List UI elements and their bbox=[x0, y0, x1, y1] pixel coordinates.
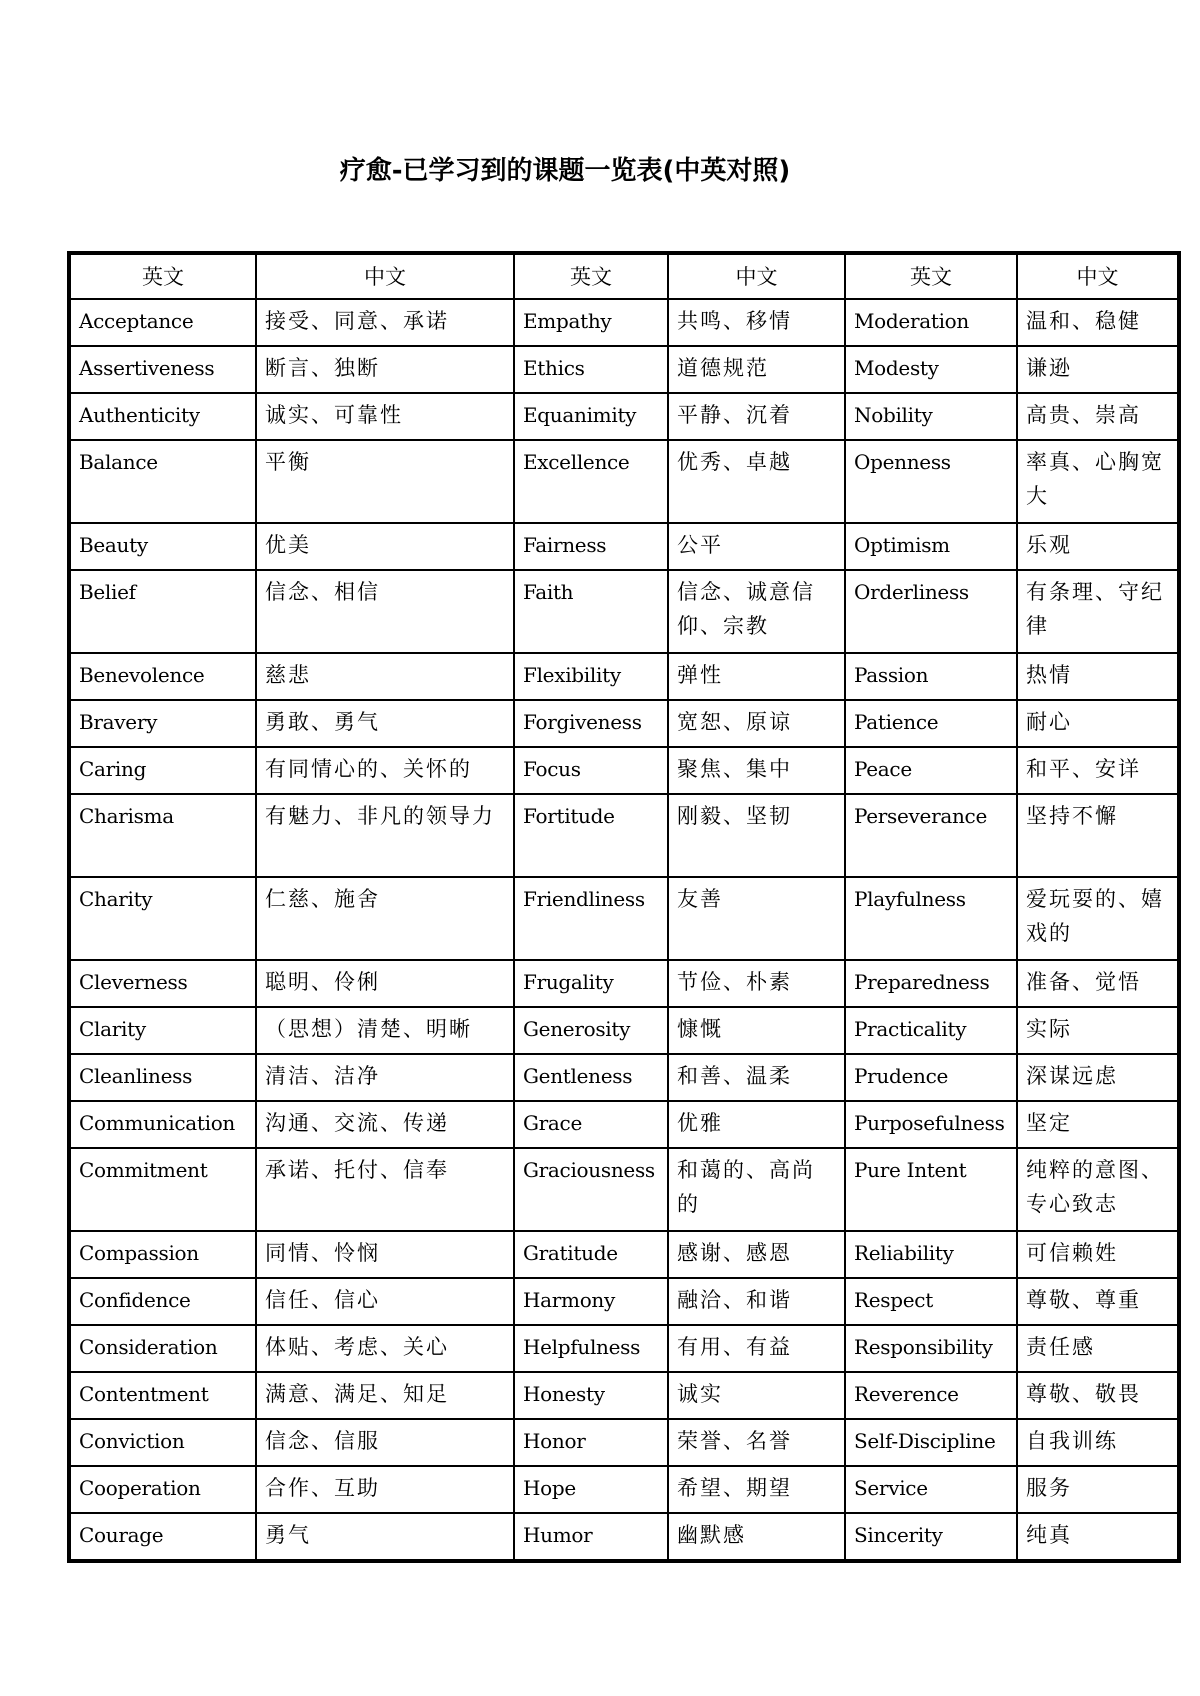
chinese-term-cell: 优美 bbox=[256, 523, 514, 570]
english-term-cell: Self-Discipline bbox=[845, 1419, 1017, 1466]
english-term-cell: Peace bbox=[845, 747, 1017, 794]
english-term-cell: Compassion bbox=[69, 1231, 256, 1278]
english-term-cell: Conviction bbox=[69, 1419, 256, 1466]
table-body bbox=[69, 299, 1179, 1561]
english-term-cell: Beauty bbox=[69, 523, 256, 570]
table-row bbox=[69, 1007, 1179, 1054]
english-term-cell: Fairness bbox=[514, 523, 668, 570]
chinese-term-cell: 率真、心胸宽大 bbox=[1017, 440, 1179, 523]
english-term-cell: Graciousness bbox=[514, 1148, 668, 1231]
chinese-term-cell: 准备、觉悟 bbox=[1017, 960, 1179, 1007]
chinese-term-cell: 希望、期望 bbox=[668, 1466, 845, 1513]
english-term-cell: Helpfulness bbox=[514, 1325, 668, 1372]
chinese-term-cell: 公平 bbox=[668, 523, 845, 570]
english-term-cell: Optimism bbox=[845, 523, 1017, 570]
english-term-cell: Balance bbox=[69, 440, 256, 523]
page-title: 疗愈-已学习到的课题一览表(中英对照) bbox=[339, 156, 791, 186]
english-term-cell: Harmony bbox=[514, 1278, 668, 1325]
chinese-term-cell: 自我训练 bbox=[1017, 1419, 1179, 1466]
chinese-term-cell: 服务 bbox=[1017, 1466, 1179, 1513]
chinese-term-cell: 友善 bbox=[668, 877, 845, 960]
english-term-cell: Frugality bbox=[514, 960, 668, 1007]
english-term-cell: Playfulness bbox=[845, 877, 1017, 960]
english-term-cell: Reliability bbox=[845, 1231, 1017, 1278]
english-term-cell: Charity bbox=[69, 877, 256, 960]
chinese-term-cell: 诚实 bbox=[668, 1372, 845, 1419]
chinese-term-cell: 宽恕、原谅 bbox=[668, 700, 845, 747]
chinese-term-cell: 和蔼的、高尚的 bbox=[668, 1148, 845, 1231]
chinese-term-cell: 责任感 bbox=[1017, 1325, 1179, 1372]
english-term-cell: Orderliness bbox=[845, 570, 1017, 653]
english-term-cell: Assertiveness bbox=[69, 346, 256, 393]
english-term-cell: Honesty bbox=[514, 1372, 668, 1419]
chinese-term-cell: 信任、信心 bbox=[256, 1278, 514, 1325]
chinese-term-cell: 诚实、可靠性 bbox=[256, 393, 514, 440]
chinese-term-cell: 信念、信服 bbox=[256, 1419, 514, 1466]
table-row bbox=[69, 653, 1179, 700]
chinese-term-cell: 平衡 bbox=[256, 440, 514, 523]
chinese-term-cell: 可信赖姓 bbox=[1017, 1231, 1179, 1278]
english-term-cell: Humor bbox=[514, 1513, 668, 1561]
english-term-cell: Hope bbox=[514, 1466, 668, 1513]
english-term-cell: Fortitude bbox=[514, 794, 668, 877]
chinese-term-cell: 共鸣、移情 bbox=[668, 299, 845, 346]
english-term-cell: Practicality bbox=[845, 1007, 1017, 1054]
english-term-cell: Gentleness bbox=[514, 1054, 668, 1101]
chinese-term-cell: 和善、温柔 bbox=[668, 1054, 845, 1101]
english-term-cell: Acceptance bbox=[69, 299, 256, 346]
chinese-term-cell: 优雅 bbox=[668, 1101, 845, 1148]
english-term-cell: Equanimity bbox=[514, 393, 668, 440]
english-term-cell: Excellence bbox=[514, 440, 668, 523]
chinese-term-cell: 聚焦、集中 bbox=[668, 747, 845, 794]
english-term-cell: Honor bbox=[514, 1419, 668, 1466]
english-term-cell: Preparedness bbox=[845, 960, 1017, 1007]
column-header-english: 英文 bbox=[514, 253, 668, 299]
english-term-cell: Ethics bbox=[514, 346, 668, 393]
column-header-english: 英文 bbox=[69, 253, 256, 299]
chinese-term-cell: 纯粹的意图、专心致志 bbox=[1017, 1148, 1179, 1231]
table-row bbox=[69, 960, 1179, 1007]
chinese-term-cell: 谦逊 bbox=[1017, 346, 1179, 393]
english-term-cell: Responsibility bbox=[845, 1325, 1017, 1372]
chinese-term-cell: 慈悲 bbox=[256, 653, 514, 700]
table-row bbox=[69, 1231, 1179, 1278]
table-row bbox=[69, 794, 1179, 877]
chinese-term-cell: 乐观 bbox=[1017, 523, 1179, 570]
english-term-cell: Sincerity bbox=[845, 1513, 1017, 1561]
column-header-chinese: 中文 bbox=[1017, 253, 1179, 299]
english-term-cell: Consideration bbox=[69, 1325, 256, 1372]
chinese-term-cell: 平静、沉着 bbox=[668, 393, 845, 440]
english-term-cell: Contentment bbox=[69, 1372, 256, 1419]
english-term-cell: Reverence bbox=[845, 1372, 1017, 1419]
table-row bbox=[69, 1101, 1179, 1148]
table-row bbox=[69, 1054, 1179, 1101]
chinese-term-cell: 同情、怜悯 bbox=[256, 1231, 514, 1278]
english-term-cell: Cleanliness bbox=[69, 1054, 256, 1101]
english-term-cell: Modesty bbox=[845, 346, 1017, 393]
english-term-cell: Patience bbox=[845, 700, 1017, 747]
english-term-cell: Communication bbox=[69, 1101, 256, 1148]
english-term-cell: Nobility bbox=[845, 393, 1017, 440]
chinese-term-cell: 爱玩耍的、嬉戏的 bbox=[1017, 877, 1179, 960]
table-row bbox=[69, 1278, 1179, 1325]
english-term-cell: Openness bbox=[845, 440, 1017, 523]
chinese-term-cell: 体贴、考虑、关心 bbox=[256, 1325, 514, 1372]
table-row bbox=[69, 1466, 1179, 1513]
table-row bbox=[69, 1513, 1179, 1561]
english-term-cell: Courage bbox=[69, 1513, 256, 1561]
english-term-cell: Caring bbox=[69, 747, 256, 794]
chinese-term-cell: 慷慨 bbox=[668, 1007, 845, 1054]
chinese-term-cell: （思想）清楚、明晰 bbox=[256, 1007, 514, 1054]
english-term-cell: Grace bbox=[514, 1101, 668, 1148]
chinese-term-cell: 深谋远虑 bbox=[1017, 1054, 1179, 1101]
chinese-term-cell: 满意、满足、知足 bbox=[256, 1372, 514, 1419]
chinese-term-cell: 融洽、和谐 bbox=[668, 1278, 845, 1325]
english-term-cell: Service bbox=[845, 1466, 1017, 1513]
chinese-term-cell: 勇敢、勇气 bbox=[256, 700, 514, 747]
english-term-cell: Passion bbox=[845, 653, 1017, 700]
chinese-term-cell: 有条理、守纪律 bbox=[1017, 570, 1179, 653]
chinese-term-cell: 合作、互助 bbox=[256, 1466, 514, 1513]
chinese-term-cell: 信念、相信 bbox=[256, 570, 514, 653]
chinese-term-cell: 有魅力、非凡的领导力 bbox=[256, 794, 514, 877]
topics-table bbox=[67, 251, 1181, 1563]
table-row bbox=[69, 570, 1179, 653]
chinese-term-cell: 道德规范 bbox=[668, 346, 845, 393]
chinese-term-cell: 节俭、朴素 bbox=[668, 960, 845, 1007]
chinese-term-cell: 接受、同意、承诺 bbox=[256, 299, 514, 346]
english-term-cell: Prudence bbox=[845, 1054, 1017, 1101]
table-row bbox=[69, 523, 1179, 570]
chinese-term-cell: 温和、稳健 bbox=[1017, 299, 1179, 346]
table-row bbox=[69, 1419, 1179, 1466]
english-term-cell: Faith bbox=[514, 570, 668, 653]
table-row bbox=[69, 747, 1179, 794]
chinese-term-cell: 幽默感 bbox=[668, 1513, 845, 1561]
english-term-cell: Respect bbox=[845, 1278, 1017, 1325]
column-header-english: 英文 bbox=[845, 253, 1017, 299]
chinese-term-cell: 断言、独断 bbox=[256, 346, 514, 393]
chinese-term-cell: 尊敬、敬畏 bbox=[1017, 1372, 1179, 1419]
table-row bbox=[69, 393, 1179, 440]
table-row bbox=[69, 877, 1179, 960]
chinese-term-cell: 勇气 bbox=[256, 1513, 514, 1561]
english-term-cell: Generosity bbox=[514, 1007, 668, 1054]
chinese-term-cell: 信念、诚意信仰、宗教 bbox=[668, 570, 845, 653]
english-term-cell: Cooperation bbox=[69, 1466, 256, 1513]
chinese-term-cell: 弹性 bbox=[668, 653, 845, 700]
table-row bbox=[69, 700, 1179, 747]
table-row bbox=[69, 1372, 1179, 1419]
english-term-cell: Moderation bbox=[845, 299, 1017, 346]
chinese-term-cell: 热情 bbox=[1017, 653, 1179, 700]
chinese-term-cell: 坚持不懈 bbox=[1017, 794, 1179, 877]
english-term-cell: Authenticity bbox=[69, 393, 256, 440]
english-term-cell: Confidence bbox=[69, 1278, 256, 1325]
chinese-term-cell: 耐心 bbox=[1017, 700, 1179, 747]
english-term-cell: Cleverness bbox=[69, 960, 256, 1007]
chinese-term-cell: 沟通、交流、传递 bbox=[256, 1101, 514, 1148]
chinese-term-cell: 和平、安详 bbox=[1017, 747, 1179, 794]
english-term-cell: Forgiveness bbox=[514, 700, 668, 747]
chinese-term-cell: 聪明、伶俐 bbox=[256, 960, 514, 1007]
english-term-cell: Flexibility bbox=[514, 653, 668, 700]
english-term-cell: Friendliness bbox=[514, 877, 668, 960]
english-term-cell: Clarity bbox=[69, 1007, 256, 1054]
chinese-term-cell: 实际 bbox=[1017, 1007, 1179, 1054]
english-term-cell: Pure Intent bbox=[845, 1148, 1017, 1231]
english-term-cell: Purposefulness bbox=[845, 1101, 1017, 1148]
chinese-term-cell: 承诺、托付、信奉 bbox=[256, 1148, 514, 1231]
table-row bbox=[69, 1148, 1179, 1231]
chinese-term-cell: 有同情心的、关怀的 bbox=[256, 747, 514, 794]
chinese-term-cell: 高贵、崇高 bbox=[1017, 393, 1179, 440]
table-row bbox=[69, 1325, 1179, 1372]
english-term-cell: Benevolence bbox=[69, 653, 256, 700]
chinese-term-cell: 感谢、感恩 bbox=[668, 1231, 845, 1278]
chinese-term-cell: 荣誉、名誉 bbox=[668, 1419, 845, 1466]
english-term-cell: Empathy bbox=[514, 299, 668, 346]
chinese-term-cell: 仁慈、施舍 bbox=[256, 877, 514, 960]
english-term-cell: Commitment bbox=[69, 1148, 256, 1231]
english-term-cell: Belief bbox=[69, 570, 256, 653]
english-term-cell: Focus bbox=[514, 747, 668, 794]
table-header-row bbox=[69, 253, 1179, 299]
chinese-term-cell: 优秀、卓越 bbox=[668, 440, 845, 523]
table-row bbox=[69, 440, 1179, 523]
english-term-cell: Charisma bbox=[69, 794, 256, 877]
chinese-term-cell: 纯真 bbox=[1017, 1513, 1179, 1561]
chinese-term-cell: 清洁、洁净 bbox=[256, 1054, 514, 1101]
column-header-chinese: 中文 bbox=[668, 253, 845, 299]
english-term-cell: Perseverance bbox=[845, 794, 1017, 877]
column-header-chinese: 中文 bbox=[256, 253, 514, 299]
chinese-term-cell: 刚毅、坚韧 bbox=[668, 794, 845, 877]
english-term-cell: Bravery bbox=[69, 700, 256, 747]
table-row bbox=[69, 299, 1179, 346]
table-row bbox=[69, 346, 1179, 393]
chinese-term-cell: 坚定 bbox=[1017, 1101, 1179, 1148]
chinese-term-cell: 尊敬、尊重 bbox=[1017, 1278, 1179, 1325]
chinese-term-cell: 有用、有益 bbox=[668, 1325, 845, 1372]
english-term-cell: Gratitude bbox=[514, 1231, 668, 1278]
